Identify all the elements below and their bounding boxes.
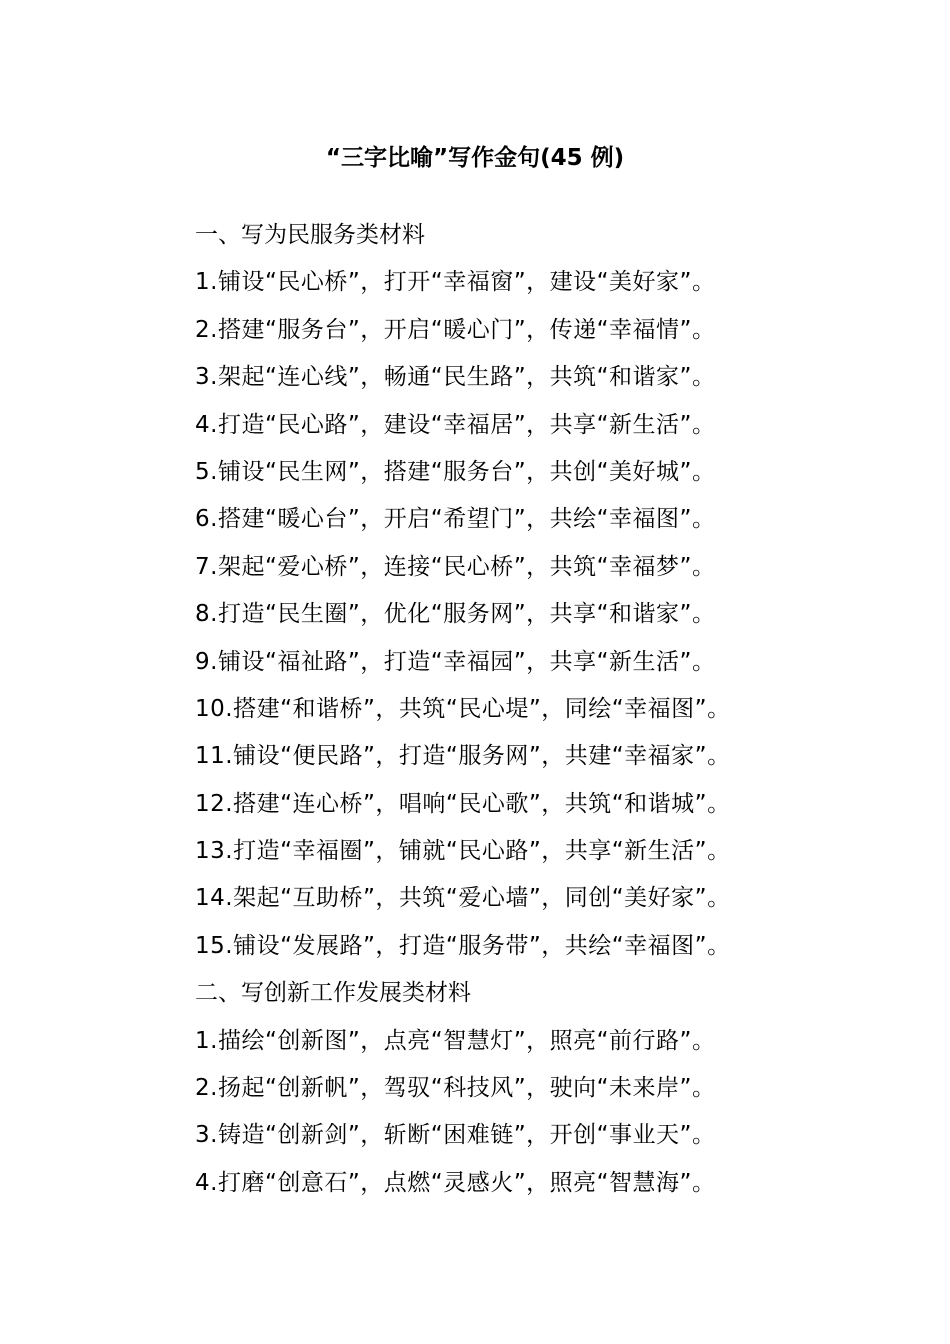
list-item: 15.铺设“发展路”，打造“服务带”，共绘“幸福图”。 (195, 932, 731, 959)
list-item: 8.打造“民生圈”，优化“服务网”，共享“和谐家”。 (195, 601, 716, 628)
list-item: 13.打造“幸福圈”，铺就“民心路”，共享“新生活”。 (195, 838, 731, 865)
list-item: 7.架起“爱心桥”，连接“民心桥”，共筑“幸福梦”。 (195, 553, 716, 580)
document-title: “三字比喻”写作金句(45 例) (325, 145, 625, 171)
document-body (195, 212, 895, 1207)
list-item: 11.铺设“便民路”，打造“服务网”，共建“幸福家”。 (195, 743, 731, 770)
list-item: 2.扬起“创新帆”，驾驭“科技风”，驶向“未来岸”。 (195, 1075, 716, 1102)
list-item: 3.架起“连心线”，畅通“民生路”，共筑“和谐家”。 (195, 364, 716, 391)
list-item: 9.铺设“福祉路”，打造“幸福园”，共享“新生活”。 (195, 648, 716, 675)
list-item: 14.架起“互助桥”，共筑“爱心墙”，同创“美好家”。 (195, 885, 731, 912)
section-service (195, 212, 895, 970)
list-item: 10.搭建“和谐桥”，共筑“民心堤”，同绘“幸福图”。 (195, 695, 731, 722)
section-heading: 二、写创新工作发展类材料 (195, 980, 471, 1007)
list-item: 1.铺设“民心桥”，打开“幸福窗”，建设“美好家”。 (195, 269, 716, 296)
section-innovation (195, 970, 895, 1207)
list-item: 3.铸造“创新剑”，斩断“困难链”，开创“事业天”。 (195, 1122, 716, 1149)
list-item: 4.打磨“创意石”，点燃“灵感火”，照亮“智慧海”。 (195, 1169, 716, 1196)
list-item: 12.搭建“连心桥”，唱响“民心歌”，共筑“和谐城”。 (195, 790, 731, 817)
section-heading: 一、写为民服务类材料 (195, 222, 425, 248)
list-item: 4.打造“民心路”，建设“幸福居”，共享“新生活”。 (195, 411, 716, 438)
list-item: 2.搭建“服务台”，开启“暖心门”，传递“幸福情”。 (195, 316, 716, 343)
list-item: 5.铺设“民生网”，搭建“服务台”，共创“美好城”。 (195, 458, 716, 485)
list-item: 1.描绘“创新图”，点亮“智慧灯”，照亮“前行路”。 (195, 1027, 716, 1054)
list-item: 6.搭建“暖心台”，开启“希望门”，共绘“幸福图”。 (195, 506, 716, 533)
